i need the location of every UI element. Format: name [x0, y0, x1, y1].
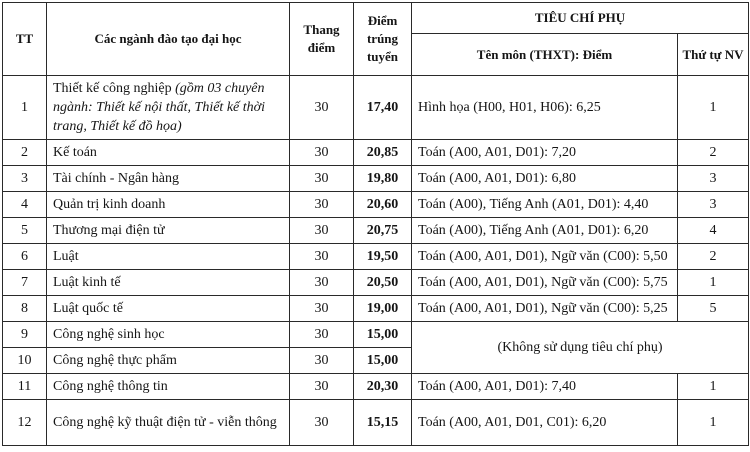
major-name: Luật quốc tế: [47, 296, 290, 322]
priority-order: 3: [678, 192, 749, 218]
major-name: Luật kinh tế: [47, 270, 290, 296]
header-secondary-criteria: TIÊU CHÍ PHỤ: [412, 3, 749, 34]
score-scale: 30: [290, 348, 354, 374]
secondary-criterion: Toán (A00), Tiếng Anh (A01, D01): 6,20: [412, 218, 678, 244]
row-number: 8: [3, 296, 47, 322]
cutoff-score: 19,50: [354, 244, 412, 270]
priority-order: 1: [678, 374, 749, 400]
row-number: 10: [3, 348, 47, 374]
table-row: [3, 374, 749, 400]
secondary-criterion: Toán (A00, A01, D01), Ngữ văn (C00): 5,75: [412, 270, 678, 296]
secondary-criterion: Toán (A00, A01, D01): 7,20: [412, 140, 678, 166]
major-name: Tài chính - Ngân hàng: [47, 166, 290, 192]
header-cutoff: Điểm trúng tuyển: [354, 3, 412, 76]
priority-order: 1: [678, 400, 749, 446]
row-number: 2: [3, 140, 47, 166]
table-row: [3, 140, 749, 166]
secondary-criterion: Toán (A00, A01, D01): 7,40: [412, 374, 678, 400]
table-row: [3, 244, 749, 270]
score-scale: 30: [290, 140, 354, 166]
header-majors: Các ngành đào tạo đại học: [47, 3, 290, 76]
major-note: (gồm 03 chuyên ngành: Thiết kế nội thất, Thiết kế thời trang, Thiết kế đồ họa): [53, 81, 265, 134]
header-subject-score: Tên môn (THXT): Điểm: [412, 34, 678, 76]
major-name: Công nghệ thực phẩm: [47, 348, 290, 374]
score-scale: 30: [290, 374, 354, 400]
no-criteria-note: (Không sử dụng tiêu chí phụ): [412, 322, 749, 374]
score-scale: 30: [290, 192, 354, 218]
priority-order: 4: [678, 218, 749, 244]
secondary-criterion: Toán (A00), Tiếng Anh (A01, D01): 4,40: [412, 192, 678, 218]
row-number: 4: [3, 192, 47, 218]
score-scale: 30: [290, 166, 354, 192]
header-priority: Thứ tự NV: [678, 34, 749, 76]
score-scale: 30: [290, 400, 354, 446]
row-number: 1: [3, 76, 47, 140]
major-name: Kế toán: [47, 140, 290, 166]
cutoff-score: 20,85: [354, 140, 412, 166]
cutoff-score: 19,00: [354, 296, 412, 322]
secondary-criterion: Toán (A00, A01, D01, C01): 6,20: [412, 400, 678, 446]
table-row: [3, 322, 749, 348]
table-row: [3, 192, 749, 218]
cutoff-score: 15,00: [354, 348, 412, 374]
major-name: Thương mại điện tử: [47, 218, 290, 244]
major-name: Công nghệ thông tin: [47, 374, 290, 400]
score-scale: 30: [290, 244, 354, 270]
secondary-criterion: Toán (A00, A01, D01), Ngữ văn (C00): 5,50: [412, 244, 678, 270]
major-name: [47, 76, 290, 140]
cutoff-score: 20,60: [354, 192, 412, 218]
major-name: Công nghệ sinh học: [47, 322, 290, 348]
score-scale: 30: [290, 218, 354, 244]
score-scale: 30: [290, 296, 354, 322]
table-row: [3, 296, 749, 322]
header-tt: TT: [3, 3, 47, 76]
cutoff-score: 20,50: [354, 270, 412, 296]
major-name-text: Thiết kế công nghiệp: [53, 81, 172, 96]
secondary-criterion: Hình họa (H00, H01, H06): 6,25: [412, 76, 678, 140]
score-scale: 30: [290, 270, 354, 296]
table-row: [3, 166, 749, 192]
priority-order: 2: [678, 140, 749, 166]
cutoff-score: 15,00: [354, 322, 412, 348]
row-number: 7: [3, 270, 47, 296]
score-scale: 30: [290, 76, 354, 140]
secondary-criterion: Toán (A00, A01, D01): 6,80: [412, 166, 678, 192]
table-row: [3, 218, 749, 244]
row-number: 11: [3, 374, 47, 400]
table-row: [3, 270, 749, 296]
admission-score-table: [2, 2, 749, 446]
row-number: 5: [3, 218, 47, 244]
row-number: 9: [3, 322, 47, 348]
major-name: Công nghệ kỹ thuật điện tử - viễn thông: [47, 400, 290, 446]
row-number: 3: [3, 166, 47, 192]
priority-order: 3: [678, 166, 749, 192]
score-scale: 30: [290, 322, 354, 348]
secondary-criterion: Toán (A00, A01, D01), Ngữ văn (C00): 5,25: [412, 296, 678, 322]
row-number: 6: [3, 244, 47, 270]
cutoff-score: 15,15: [354, 400, 412, 446]
priority-order: 2: [678, 244, 749, 270]
priority-order: 5: [678, 296, 749, 322]
major-name: Quản trị kinh doanh: [47, 192, 290, 218]
table-row: [3, 400, 749, 446]
row-number: 12: [3, 400, 47, 446]
table-row: [3, 76, 749, 140]
cutoff-score: 20,75: [354, 218, 412, 244]
cutoff-score: 19,80: [354, 166, 412, 192]
header-scale: Thang điểm: [290, 3, 354, 76]
cutoff-score: 17,40: [354, 76, 412, 140]
cutoff-score: 20,30: [354, 374, 412, 400]
priority-order: 1: [678, 270, 749, 296]
major-name: Luật: [47, 244, 290, 270]
priority-order: 1: [678, 76, 749, 140]
